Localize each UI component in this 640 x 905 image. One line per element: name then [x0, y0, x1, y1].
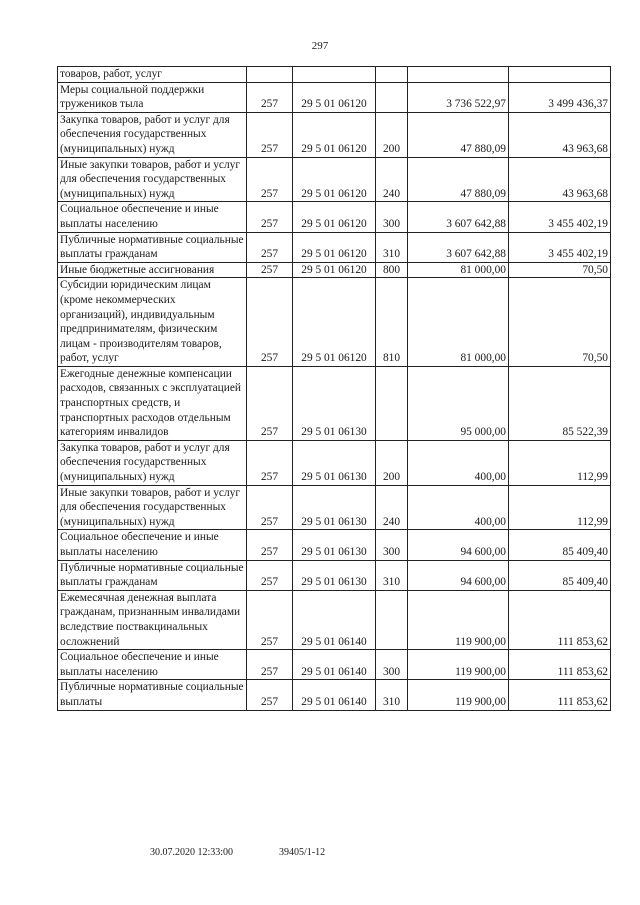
- table-row: [58, 67, 611, 83]
- row-code-cell: 257: [247, 202, 293, 232]
- row-code-cell: 257: [247, 560, 293, 590]
- row-csr-cell: 29 5 01 06130: [293, 366, 376, 440]
- table-row: [58, 262, 611, 278]
- row-vr-cell: 810: [376, 278, 408, 367]
- row-csr-cell: 29 5 01 06140: [293, 590, 376, 649]
- row-name-cell: Субсидии юридическим лицам (кроме некоммерческих организаций), индивидуальным предпринимателям, физическим лицам - производителям товаров, работ, услуг: [58, 278, 247, 367]
- row-amount-plan-cell: [408, 67, 509, 83]
- row-amount-actual-cell: 70,50: [509, 278, 611, 367]
- row-amount-plan-cell: 94 600,00: [408, 530, 509, 560]
- row-csr-cell: 29 5 01 06120: [293, 202, 376, 232]
- row-name-cell: Иные закупки товаров, работ и услуг для обеспечения государственных (муниципальных) нужд: [58, 485, 247, 530]
- row-csr-cell: [293, 67, 376, 83]
- row-csr-cell: 29 5 01 06140: [293, 680, 376, 710]
- row-code-cell: 257: [247, 278, 293, 367]
- row-name-cell: Иные бюджетные ассигнования: [58, 262, 247, 278]
- row-amount-actual-cell: 85 409,40: [509, 560, 611, 590]
- row-csr-cell: 29 5 01 06120: [293, 82, 376, 112]
- row-amount-actual-cell: 3 499 436,37: [509, 82, 611, 112]
- row-amount-plan-cell: 47 880,09: [408, 112, 509, 157]
- table-row: [58, 366, 611, 440]
- footer-date: 30.07.2020 12:33:00: [150, 847, 234, 858]
- table-row: [58, 650, 611, 680]
- row-amount-actual-cell: 3 455 402,19: [509, 202, 611, 232]
- row-vr-cell: 300: [376, 650, 408, 680]
- row-amount-actual-cell: 111 853,62: [509, 680, 611, 710]
- row-code-cell: 257: [247, 112, 293, 157]
- table-row: [58, 278, 611, 367]
- row-name-cell: Закупка товаров, работ и услуг для обеспечения государственных (муниципальных) нужд: [58, 112, 247, 157]
- row-code-cell: 257: [247, 485, 293, 530]
- row-code-cell: [247, 67, 293, 83]
- table-row: [58, 232, 611, 262]
- row-vr-cell: 300: [376, 530, 408, 560]
- row-vr-cell: [376, 67, 408, 83]
- row-csr-cell: 29 5 01 06120: [293, 262, 376, 278]
- row-vr-cell: 240: [376, 157, 408, 202]
- row-amount-actual-cell: 111 853,62: [509, 650, 611, 680]
- row-csr-cell: 29 5 01 06140: [293, 650, 376, 680]
- row-csr-cell: 29 5 01 06130: [293, 440, 376, 485]
- row-name-cell: Публичные нормативные социальные выплаты гражданам: [58, 560, 247, 590]
- row-amount-plan-cell: 47 880,09: [408, 157, 509, 202]
- row-code-cell: 257: [247, 82, 293, 112]
- row-amount-plan-cell: 3 607 642,88: [408, 232, 509, 262]
- row-name-cell: Меры социальной поддержки тружеников тыла: [58, 82, 247, 112]
- table-row: [58, 157, 611, 202]
- row-amount-actual-cell: 3 455 402,19: [509, 232, 611, 262]
- row-name-cell: Социальное обеспечение и иные выплаты населению: [58, 650, 247, 680]
- row-csr-cell: 29 5 01 06130: [293, 485, 376, 530]
- footer-doc-number: 39405/1-12: [279, 847, 326, 858]
- row-name-cell: Закупка товаров, работ и услуг для обеспечения государственных (муниципальных) нужд: [58, 440, 247, 485]
- row-code-cell: 257: [247, 157, 293, 202]
- row-vr-cell: [376, 82, 408, 112]
- table-row: [58, 82, 611, 112]
- row-code-cell: 257: [247, 440, 293, 485]
- row-vr-cell: 310: [376, 232, 408, 262]
- row-vr-cell: 200: [376, 112, 408, 157]
- row-amount-plan-cell: 81 000,00: [408, 278, 509, 367]
- row-csr-cell: 29 5 01 06130: [293, 560, 376, 590]
- table-row: [58, 680, 611, 710]
- row-amount-actual-cell: 43 963,68: [509, 157, 611, 202]
- budget-table-body: [58, 67, 611, 711]
- row-csr-cell: 29 5 01 06120: [293, 232, 376, 262]
- row-name-cell: Иные закупки товаров, работ и услуг для обеспечения государственных (муниципальных) нужд: [58, 157, 247, 202]
- row-vr-cell: 300: [376, 202, 408, 232]
- row-amount-actual-cell: 43 963,68: [509, 112, 611, 157]
- row-amount-plan-cell: 400,00: [408, 440, 509, 485]
- row-name-cell: Ежегодные денежные компенсации расходов, связанных с эксплуатацией транспортных средств, и транспортных расходов отдельным категориям инвалидов: [58, 366, 247, 440]
- row-name-cell: Публичные нормативные социальные выплаты: [58, 680, 247, 710]
- row-amount-actual-cell: 70,50: [509, 262, 611, 278]
- table-row: [58, 202, 611, 232]
- table-row: [58, 530, 611, 560]
- row-amount-plan-cell: 3 607 642,88: [408, 202, 509, 232]
- row-code-cell: 257: [247, 650, 293, 680]
- row-code-cell: 257: [247, 232, 293, 262]
- table-row: [58, 590, 611, 649]
- row-amount-plan-cell: 95 000,00: [408, 366, 509, 440]
- row-amount-actual-cell: 85 409,40: [509, 530, 611, 560]
- row-vr-cell: 200: [376, 440, 408, 485]
- row-vr-cell: [376, 366, 408, 440]
- row-vr-cell: [376, 590, 408, 649]
- row-code-cell: 257: [247, 680, 293, 710]
- row-amount-plan-cell: 119 900,00: [408, 650, 509, 680]
- row-name-cell: Ежемесячная денежная выплата гражданам, признанным инвалидами вследствие поствакцинальных осложнений: [58, 590, 247, 649]
- row-csr-cell: 29 5 01 06120: [293, 112, 376, 157]
- row-code-cell: 257: [247, 262, 293, 278]
- row-vr-cell: 240: [376, 485, 408, 530]
- table-row: [58, 112, 611, 157]
- row-name-cell: Социальное обеспечение и иные выплаты населению: [58, 530, 247, 560]
- row-amount-actual-cell: 112,99: [509, 485, 611, 530]
- row-amount-actual-cell: [509, 67, 611, 83]
- row-name-cell: товаров, работ, услуг: [58, 67, 247, 83]
- row-amount-plan-cell: 81 000,00: [408, 262, 509, 278]
- row-amount-plan-cell: 119 900,00: [408, 680, 509, 710]
- row-amount-actual-cell: 111 853,62: [509, 590, 611, 649]
- row-amount-actual-cell: 85 522,39: [509, 366, 611, 440]
- table-row: [58, 485, 611, 530]
- row-amount-plan-cell: 94 600,00: [408, 560, 509, 590]
- table-row: [58, 440, 611, 485]
- page-number: 297: [311, 40, 329, 52]
- row-vr-cell: 310: [376, 680, 408, 710]
- row-code-cell: 257: [247, 530, 293, 560]
- budget-table: [57, 66, 611, 711]
- row-vr-cell: 800: [376, 262, 408, 278]
- row-amount-plan-cell: 400,00: [408, 485, 509, 530]
- row-amount-plan-cell: 119 900,00: [408, 590, 509, 649]
- row-code-cell: 257: [247, 590, 293, 649]
- row-amount-plan-cell: 3 736 522,97: [408, 82, 509, 112]
- row-name-cell: Публичные нормативные социальные выплаты гражданам: [58, 232, 247, 262]
- row-csr-cell: 29 5 01 06130: [293, 530, 376, 560]
- row-csr-cell: 29 5 01 06120: [293, 278, 376, 367]
- row-name-cell: Социальное обеспечение и иные выплаты населению: [58, 202, 247, 232]
- row-csr-cell: 29 5 01 06120: [293, 157, 376, 202]
- row-vr-cell: 310: [376, 560, 408, 590]
- table-row: [58, 560, 611, 590]
- row-amount-actual-cell: 112,99: [509, 440, 611, 485]
- row-code-cell: 257: [247, 366, 293, 440]
